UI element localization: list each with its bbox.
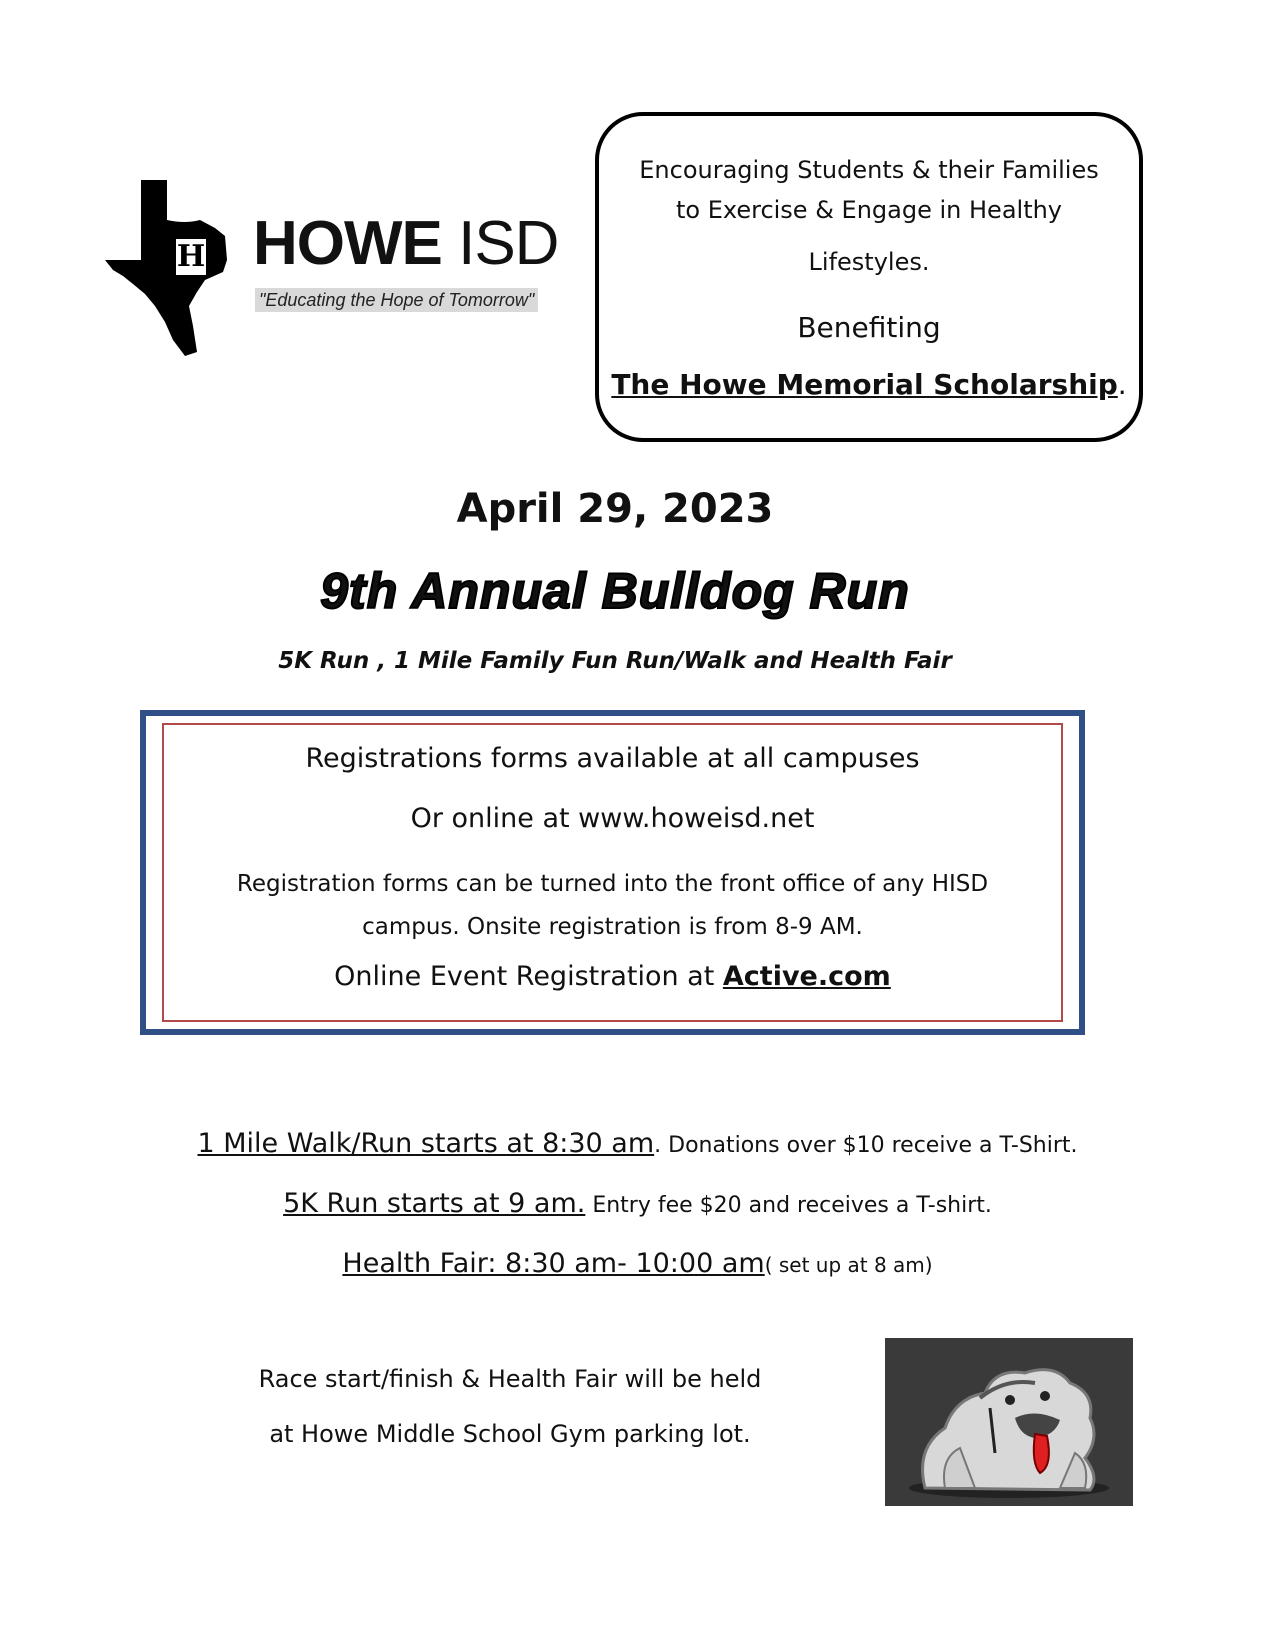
active-com-link[interactable]: Active.com <box>722 961 891 992</box>
registration-line-2: Or online at www.howeisd.net <box>410 803 815 834</box>
venue-line-2: at Howe Middle School Gym parking lot. <box>269 1420 751 1448</box>
registration-box <box>140 710 1085 1035</box>
benefiting-label: Benefiting <box>797 311 941 344</box>
logo-name: HOWE ISD <box>253 209 559 278</box>
fair-time: Health Fair: 8:30 am- 10:00 am <box>342 1248 765 1279</box>
bulldog-mascot-image <box>885 1338 1133 1506</box>
walk-note: . Donations over $10 receive a T-Shirt. <box>654 1133 1078 1158</box>
logo-tagline: "Educating the Hope of Tomorrow" <box>255 288 538 312</box>
walk-time: 1 Mile Walk/Run starts at 8:30 am <box>197 1128 655 1159</box>
scholarship-name: The Howe Memorial Scholarship. <box>611 368 1127 401</box>
venue-info <box>210 1352 810 1462</box>
event-title: 9th Annual Bulldog Run <box>320 563 910 619</box>
mission-line-2: to Exercise & Engage in Healthy <box>675 196 1063 224</box>
event-date: April 29, 2023 <box>456 486 774 532</box>
run-note: Entry fee $20 and receives a T-shirt. <box>585 1193 992 1218</box>
schedule-health-fair <box>0 1248 1275 1279</box>
schedule-walk <box>0 1128 1275 1159</box>
registration-inner-frame <box>162 723 1063 1022</box>
registration-line-3: Registration forms can be turned into the front office of any HISD campus. Onsite registration is from 8-9 AM. <box>236 871 989 940</box>
registration-line-4: Online Event Registration at Active.com <box>334 961 891 992</box>
fair-note: ( set up at 8 am) <box>764 1253 933 1277</box>
run-time: 5K Run starts at 9 am. <box>283 1188 586 1219</box>
mission-line-1: Encouraging Students & their Families <box>639 156 1099 184</box>
event-subtitle: 5K Run , 1 Mile Family Fun Run/Walk and Health Fair <box>278 648 952 674</box>
mission-box <box>595 112 1143 442</box>
texas-map-icon <box>105 180 230 360</box>
logo-monogram: H <box>174 237 208 277</box>
registration-line-1: Registrations forms available at all campuses <box>305 743 920 774</box>
howe-isd-logo <box>105 180 559 370</box>
schedule-5k <box>0 1188 1275 1219</box>
mission-line-3: Lifestyles. <box>808 248 930 276</box>
bulldog-icon <box>885 1338 1133 1506</box>
venue-line-1: Race start/finish & Health Fair will be held <box>258 1365 762 1393</box>
